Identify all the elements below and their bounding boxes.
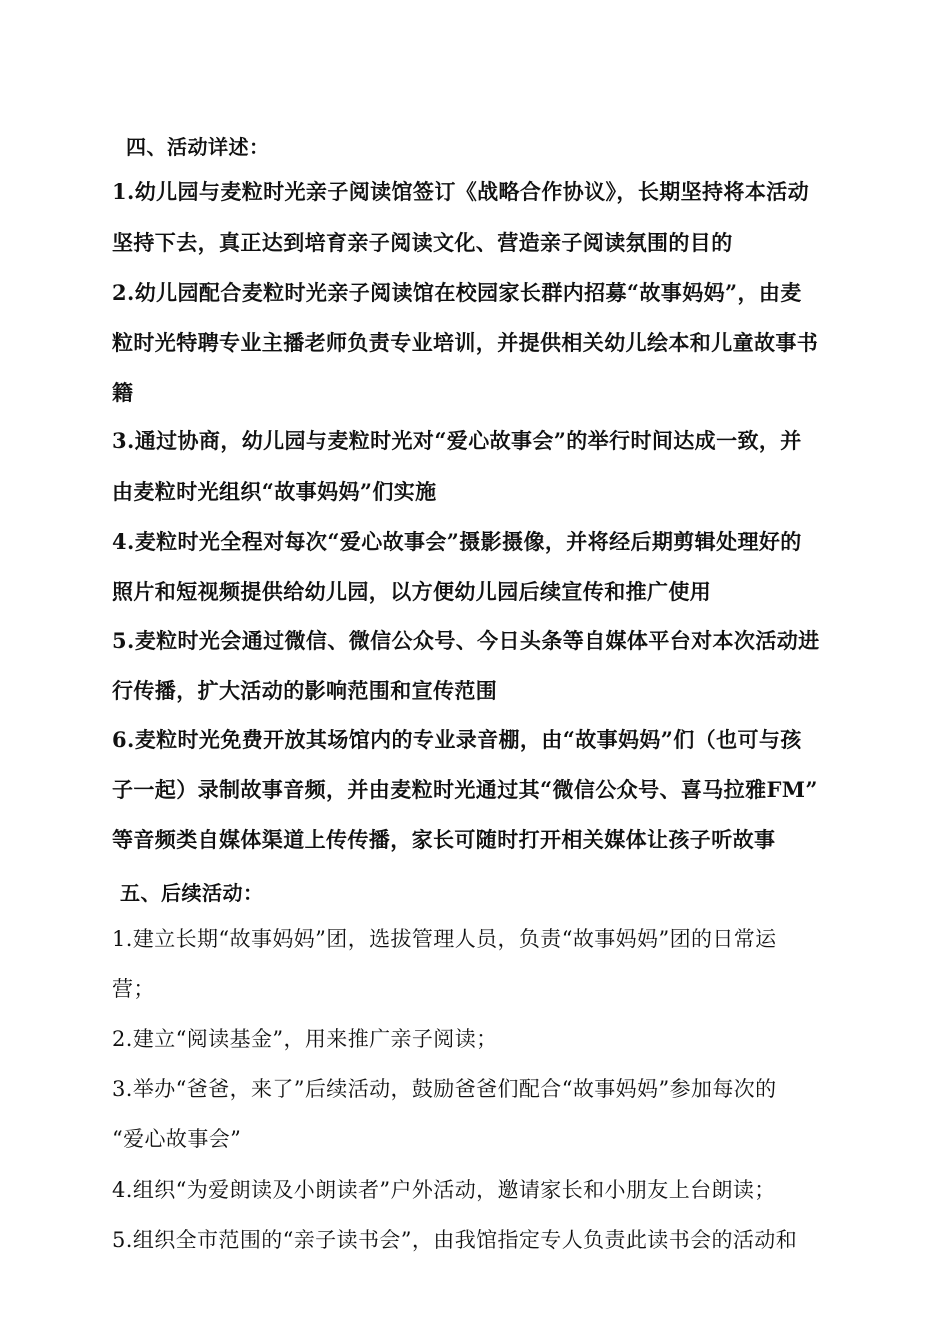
section-4-item-2-line-3: 籍 bbox=[112, 380, 134, 405]
section-4-item-5-line-2: 行传播，扩大活动的影响范围和宣传范围 bbox=[112, 678, 498, 703]
section-4-item-6-line-2: 子一起）录制故事音频，并由麦粒时光通过其“微信公众号、喜马拉雅FM” bbox=[112, 777, 818, 802]
section-4-item-6-line-1: 6.麦粒时光免费开放其场馆内的专业录音棚，由“故事妈妈”们（也可与孩 bbox=[112, 727, 802, 752]
section-5-item-5-line-1: 5.组织全市范围的“亲子读书会”，由我馆指定专人负责此读书会的活动和 bbox=[112, 1228, 798, 1252]
section-4-item-1-line-1: 1.幼儿园与麦粒时光亲子阅读馆签订《战略合作协议》，长期坚持将本活动 bbox=[112, 179, 810, 204]
section-5-item-1-line-2: 营； bbox=[112, 977, 155, 1001]
section-5-item-3-line-2: “爱心故事会” bbox=[112, 1127, 242, 1151]
section-4-heading: 四、活动详述： bbox=[126, 135, 270, 159]
section-4-item-6-line-3: 等音频类自媒体渠道上传传播，家长可随时打开相关媒体让孩子听故事 bbox=[112, 827, 776, 852]
section-4-item-4-line-2: 照片和短视频提供给幼儿园，以方便幼儿园后续宣传和推广使用 bbox=[112, 579, 712, 604]
section-5-heading: 五、后续活动： bbox=[120, 881, 264, 905]
section-4-item-4-line-1: 4.麦粒时光全程对每次“爱心故事会”摄影摄像，并将经后期剪辑处理好的 bbox=[112, 529, 802, 554]
section-4-item-3-line-2: 由麦粒时光组织“故事妈妈”们实施 bbox=[112, 479, 437, 504]
section-5-item-2-line-1: 2.建立“阅读基金”，用来推广亲子阅读； bbox=[112, 1027, 498, 1051]
section-4-item-2-line-2: 粒时光特聘专业主播老师负责专业培训，并提供相关幼儿绘本和儿童故事书 bbox=[112, 330, 819, 355]
section-4-item-3-line-1: 3.通过协商，幼儿园与麦粒时光对“爱心故事会”的举行时间达成一致，并 bbox=[112, 428, 802, 453]
section-5-item-4-line-1: 4.组织“为爱朗读及小朗读者”户外活动，邀请家长和小朋友上台朗读； bbox=[112, 1178, 776, 1202]
section-4-item-2-line-1: 2.幼儿园配合麦粒时光亲子阅读馆在校园家长群内招募“故事妈妈”，由麦 bbox=[112, 280, 802, 305]
section-5-item-1-line-1: 1.建立长期“故事妈妈”团，选拔管理人员，负责“故事妈妈”团的日常运 bbox=[112, 927, 777, 951]
section-4-item-1-line-2: 坚持下去，真正达到培育亲子阅读文化、营造亲子阅读氛围的目的 bbox=[112, 230, 733, 255]
section-4-item-5-line-1: 5.麦粒时光会通过微信、微信公众号、今日头条等自媒体平台对本次活动进 bbox=[112, 628, 820, 653]
section-5-item-3-line-1: 3.举办“爸爸，来了”后续活动，鼓励爸爸们配合“故事妈妈”参加每次的 bbox=[112, 1077, 777, 1101]
